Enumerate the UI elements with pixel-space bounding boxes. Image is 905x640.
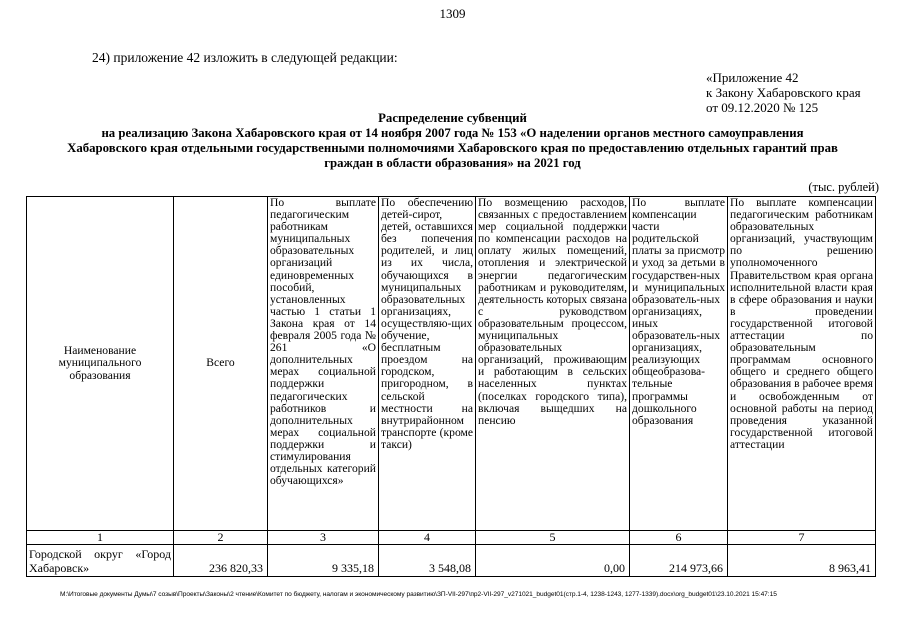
col-7-value: 8 963,41	[728, 545, 876, 577]
column-number: 2	[174, 531, 268, 545]
header-row	[27, 197, 876, 531]
page-number: 1309	[439, 6, 466, 21]
col-6-value: 214 973,66	[630, 545, 728, 577]
intro-text: 24) приложение 42 изложить в следующей редакции:	[92, 50, 398, 65]
column-number: 4	[379, 531, 476, 545]
header-col-5: По возмещению расходов, связанных с предоставлением мер социальной поддержки по компенсации расходов на оплату жилых помещений, отопления и электрической энергии педагогическим работникам и руководителям, деятельность которых связана с руководством образовательным процессом, муниципальных образовательных организаций, проживающим и работающим в сельских населенных пунктах (поселках городского типа), включая выщедших на пенсию	[476, 197, 630, 531]
header-col-7: По выплате компенсации педагогическим работникам образовательных организаций, участвующим по решению уполномоченного Правительством края органа исполнительной власти края в сфере образования и науки в проведении государственной итоговой аттестации по образовательным программам основного общего и среднего общего образования в рабочее время и освобожденным от основной работы на период проведения указанной государственной итоговой аттестации	[728, 197, 876, 531]
appendix-reference	[706, 70, 861, 115]
column-number-row	[27, 531, 876, 545]
column-number: 1	[27, 531, 174, 545]
total-value: 236 820,33	[174, 545, 268, 577]
appendix-line-2: к Закону Хабаровского края	[706, 85, 861, 100]
header-col-4: По обеспечению детей-сирот, детей, оставшихся без попечения родителей, и лиц из их числа, обучающихся в муниципальных образовательных организациях, осуществляю-щих обучение, бесплатным проездом на городском, пригородном, в сельской местности на внутрирайонном транспорте (кроме такси)	[379, 197, 476, 531]
column-number: 6	[630, 531, 728, 545]
col-4-value: 3 548,08	[379, 545, 476, 577]
appendix-line-3: от 09.12.2020 № 125	[706, 100, 819, 115]
municipality-name: Городской округ «Город Хабаровск»	[27, 545, 174, 577]
column-number: 5	[476, 531, 630, 545]
title-line-1: Распределение субвенций	[378, 111, 527, 125]
header-col-6: По выплате компенсации части родительской платы за присмотр и уход за детьми в государствен-ных и муниципальных образователь-ных организациях, иных образователь-ных организациях, реализующих общеобразова-тельные программы дошкольного образования	[630, 197, 728, 531]
col-5-value: 0,00	[476, 545, 630, 577]
file-path-footer: M:\Итоговые документы Думы\7 созыв\Проекты\Законы\2 чтение\Комитет по бюджету, налогам и экономическому развитию\ЗП-VII-297\пр2-VII-297_v271021_budget01(стр.1-4, 1238-1243, 1277-1339).docx\org_budget01\23.10.2021 15:47:15	[60, 591, 777, 598]
document-title	[20, 111, 885, 171]
title-line-2: на реализацию Закона Хабаровского края от 14 ноября 2007 года № 153 «О наделении органов местного самоуправления	[101, 126, 804, 140]
title-line-3: Хабаровского края отдельными государственными полномочиями Хабаровского края по предоставлению отдельных гарантий прав	[67, 141, 838, 155]
title-line-4: граждан в области образования» на 2021 год	[324, 156, 581, 170]
header-total: Всего	[174, 197, 268, 531]
header-municipality: Наименование муниципального образования	[27, 197, 174, 531]
appendix-line-1: «Приложение 42	[706, 70, 799, 85]
table-row	[27, 545, 876, 577]
col-3-value: 9 335,18	[268, 545, 379, 577]
header-col-3: По выплате педагогическим работникам муниципальных образовательных организаций единовременных пособий, установленных частью 1 статьи 1 Закона края от 14 февраля 2005 года № 261 «О дополнительных мерах социальной поддержки педагогических работников и дополнительных мерах социальной поддержки и стимулирования отдельных категорий обучающихся»	[268, 197, 379, 531]
subvention-table	[26, 196, 876, 577]
column-number: 3	[268, 531, 379, 545]
units-label: (тыс. рублей)	[808, 180, 879, 194]
column-number: 7	[728, 531, 876, 545]
